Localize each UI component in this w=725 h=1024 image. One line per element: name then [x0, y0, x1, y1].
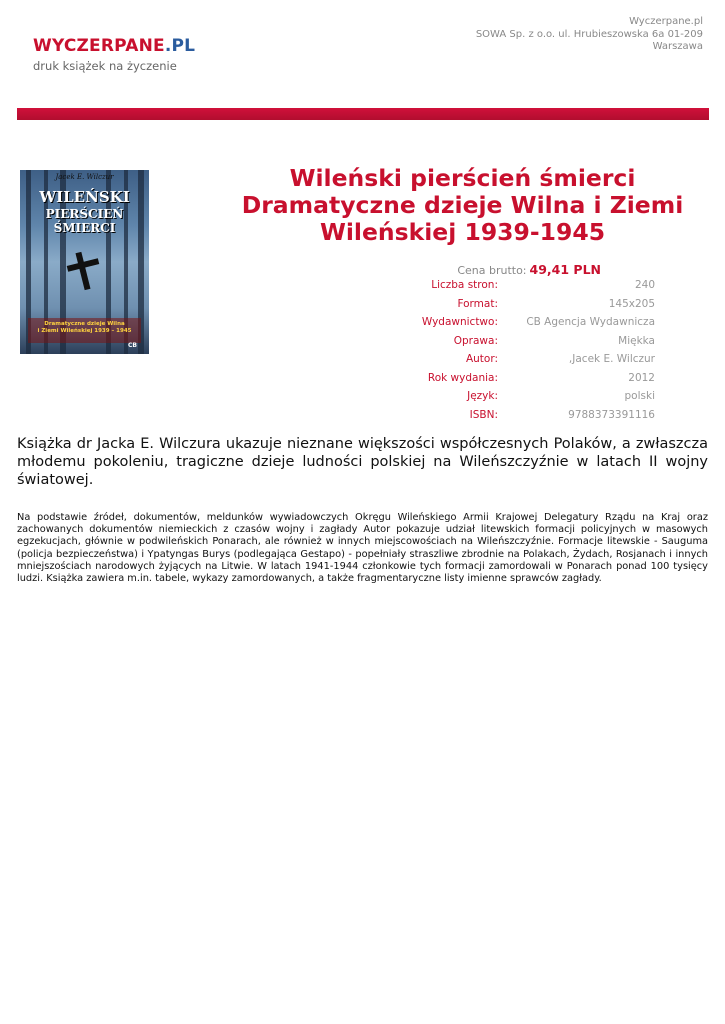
detail-row-isbn	[300, 406, 655, 425]
detail-row-author	[300, 350, 655, 369]
detail-label: Język:	[467, 390, 498, 403]
cover-cross-icon	[75, 252, 90, 290]
cover-title-line2: PIERŚCIEŃ ŚMIERCI	[45, 207, 124, 235]
book-title-line1: Wileński pierścień śmierci	[289, 164, 636, 192]
detail-value: CB Agencja Wydawnicza	[526, 316, 655, 329]
company-street: SOWA Sp. z o.o. ul. Hrubieszowska 6a 01-209	[475, 28, 703, 40]
detail-label: Liczba stron:	[431, 279, 498, 292]
price-row	[300, 262, 601, 277]
detail-row-publisher	[300, 313, 655, 332]
cover-author: Jacek E. Wilczur	[55, 173, 114, 181]
detail-value: 9788373391116	[568, 408, 655, 421]
description-body: Na podstawie źródeł, dokumentów, meldunków wywiadowczych Okręgu Wileńskiego Armii Krajowej Delegatury Rządu na Kraj oraz zachowanych dokumentów niemieckich z czasów wojny i zagłady Autor pokazuje udział litewskich formacji policyjnych w masowych egzekucjach, głównie w podwileńskich Ponarach, ale również w innych miejscowościach na Wileńszczyźnie. Formacje litewskie - Sauguma (policja bezpieczeństwa) i Ypatyngas Burys (podlegająca Gestapo) - popełniały straszliwe zbrodnie na Polakach, Żydach, Rosjanach i innych mniejszościach narodowych żyjących na Litwie. W latach 1941-1944 członkowie tych formacji zamordowali w Ponarach ponad 100 tysięcy ludzi. Książka zawiera m.in. tabele, wykazy zamordowanych, a także fragmentaryczne listy imienne sprawców zagłady.	[17, 512, 708, 585]
detail-row-language	[300, 387, 655, 406]
logo-text-blue: .PL	[164, 36, 196, 56]
book-details-table	[300, 276, 655, 424]
header-divider-bar	[17, 108, 709, 120]
detail-row-pages	[300, 276, 655, 295]
detail-row-year	[300, 369, 655, 388]
company-name: Wyczerpane.pl	[629, 16, 703, 27]
detail-label: Format:	[457, 297, 498, 310]
detail-value: ,Jacek E. Wilczur	[568, 353, 655, 366]
company-city: Warszawa	[652, 41, 703, 52]
detail-label: Oprawa:	[453, 334, 498, 347]
cover-subtitle-line1: Dramatyczne dzieje Wilna	[44, 321, 125, 327]
price-value: 49,41 PLN	[529, 262, 601, 277]
cover-publisher-mark: CB	[128, 342, 137, 349]
description-lead: Książka dr Jacka E. Wilczura ukazuje nieznane większości współczesnych Polaków, a zwłaszcza młodemu pokoleniu, tragiczne dzieje ludności polskiej na Wileńszczyźnie w latach II wojny światowej.	[17, 436, 708, 488]
detail-value: 145x205	[608, 297, 655, 310]
detail-label: ISBN:	[469, 408, 498, 421]
site-logo[interactable]	[33, 36, 195, 73]
detail-value: Miękka	[618, 334, 655, 347]
company-address	[476, 16, 703, 54]
detail-value: 2012	[628, 371, 655, 384]
book-title-line2: Dramatyczne dzieje Wilna i Ziemi	[241, 191, 684, 219]
detail-label: Wydawnictwo:	[421, 316, 498, 329]
cover-title-line1: WILEŃSKI	[39, 188, 130, 206]
book-title	[215, 165, 710, 246]
detail-label: Autor:	[465, 353, 498, 366]
logo-wordmark	[33, 36, 195, 56]
detail-value: 240	[634, 279, 655, 292]
logo-tagline: druk książek na życzenie	[33, 59, 177, 73]
detail-value: polski	[624, 390, 655, 403]
cover-subtitle-band	[28, 318, 141, 343]
logo-text-red: WYCZERPANE	[33, 36, 165, 56]
book-cover-image	[20, 170, 149, 354]
detail-label: Rok wydania:	[427, 371, 498, 384]
detail-row-binding	[300, 332, 655, 351]
detail-row-format	[300, 295, 655, 314]
price-label: Cena brutto:	[457, 264, 527, 277]
cover-subtitle-line2: i Ziemi Wileńskiej 1939 – 1945	[37, 328, 132, 334]
book-title-line3: Wileńskiej 1939-1945	[319, 218, 606, 246]
